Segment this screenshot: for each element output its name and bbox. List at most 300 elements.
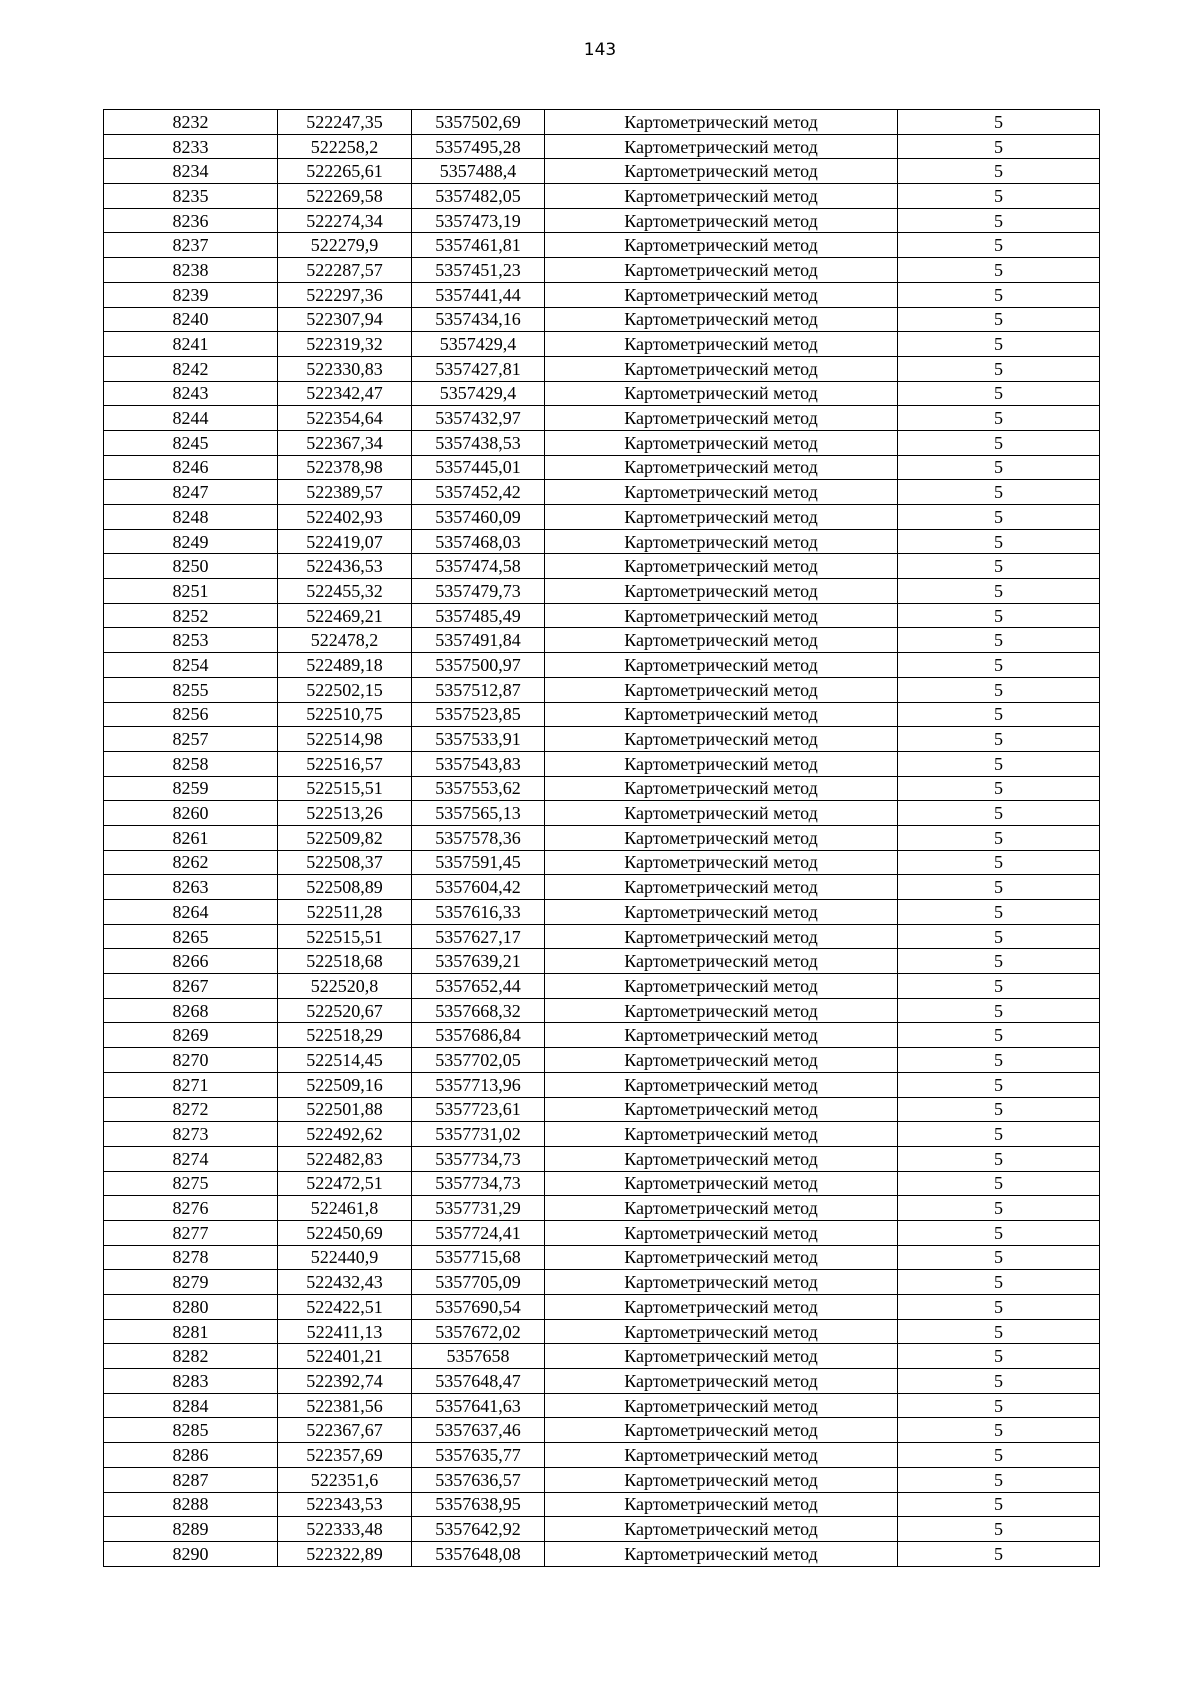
point-number-cell: 8244 bbox=[104, 406, 278, 431]
x-coordinate-cell: 522432,43 bbox=[278, 1270, 412, 1295]
method-cell: Картометрический метод bbox=[545, 1344, 898, 1369]
accuracy-cell: 5 bbox=[898, 653, 1100, 678]
y-coordinate-cell: 5357438,53 bbox=[412, 430, 545, 455]
table-row bbox=[104, 159, 1100, 184]
accuracy-cell: 5 bbox=[898, 875, 1100, 900]
method-cell: Картометрический метод bbox=[545, 628, 898, 653]
accuracy-cell: 5 bbox=[898, 702, 1100, 727]
point-number-cell: 8242 bbox=[104, 356, 278, 381]
x-coordinate-cell: 522518,29 bbox=[278, 1023, 412, 1048]
point-number-cell: 8237 bbox=[104, 233, 278, 258]
table-row bbox=[104, 801, 1100, 826]
y-coordinate-cell: 5357616,33 bbox=[412, 900, 545, 925]
table-row bbox=[104, 184, 1100, 209]
y-coordinate-cell: 5357429,4 bbox=[412, 332, 545, 357]
method-cell: Картометрический метод bbox=[545, 1196, 898, 1221]
y-coordinate-cell: 5357637,46 bbox=[412, 1418, 545, 1443]
accuracy-cell: 5 bbox=[898, 776, 1100, 801]
point-number-cell: 8282 bbox=[104, 1344, 278, 1369]
table-row bbox=[104, 1245, 1100, 1270]
table-row bbox=[104, 554, 1100, 579]
accuracy-cell: 5 bbox=[898, 1319, 1100, 1344]
x-coordinate-cell: 522510,75 bbox=[278, 702, 412, 727]
method-cell: Картометрический метод bbox=[545, 900, 898, 925]
point-number-cell: 8267 bbox=[104, 974, 278, 999]
accuracy-cell: 5 bbox=[898, 1220, 1100, 1245]
y-coordinate-cell: 5357502,69 bbox=[412, 110, 545, 135]
accuracy-cell: 5 bbox=[898, 356, 1100, 381]
accuracy-cell: 5 bbox=[898, 727, 1100, 752]
table-row bbox=[104, 1122, 1100, 1147]
point-number-cell: 8246 bbox=[104, 455, 278, 480]
method-cell: Картометрический метод bbox=[545, 1097, 898, 1122]
accuracy-cell: 5 bbox=[898, 924, 1100, 949]
accuracy-cell: 5 bbox=[898, 505, 1100, 530]
method-cell: Картометрический метод bbox=[545, 1295, 898, 1320]
x-coordinate-cell: 522461,8 bbox=[278, 1196, 412, 1221]
accuracy-cell: 5 bbox=[898, 233, 1100, 258]
point-number-cell: 8262 bbox=[104, 850, 278, 875]
x-coordinate-cell: 522258,2 bbox=[278, 134, 412, 159]
y-coordinate-cell: 5357642,92 bbox=[412, 1517, 545, 1542]
table-row bbox=[104, 356, 1100, 381]
point-number-cell: 8266 bbox=[104, 949, 278, 974]
method-cell: Картометрический метод bbox=[545, 1146, 898, 1171]
y-coordinate-cell: 5357690,54 bbox=[412, 1295, 545, 1320]
point-number-cell: 8235 bbox=[104, 184, 278, 209]
method-cell: Картометрический метод bbox=[545, 677, 898, 702]
table-row bbox=[104, 850, 1100, 875]
point-number-cell: 8264 bbox=[104, 900, 278, 925]
point-number-cell: 8268 bbox=[104, 998, 278, 1023]
point-number-cell: 8238 bbox=[104, 258, 278, 283]
y-coordinate-cell: 5357500,97 bbox=[412, 653, 545, 678]
y-coordinate-cell: 5357672,02 bbox=[412, 1319, 545, 1344]
accuracy-cell: 5 bbox=[898, 850, 1100, 875]
method-cell: Картометрический метод bbox=[545, 949, 898, 974]
method-cell: Картометрический метод bbox=[545, 1220, 898, 1245]
point-number-cell: 8259 bbox=[104, 776, 278, 801]
method-cell: Картометрический метод bbox=[545, 998, 898, 1023]
method-cell: Картометрический метод bbox=[545, 233, 898, 258]
accuracy-cell: 5 bbox=[898, 1295, 1100, 1320]
table-row bbox=[104, 1171, 1100, 1196]
accuracy-cell: 5 bbox=[898, 1541, 1100, 1566]
y-coordinate-cell: 5357724,41 bbox=[412, 1220, 545, 1245]
y-coordinate-cell: 5357460,09 bbox=[412, 505, 545, 530]
x-coordinate-cell: 522509,82 bbox=[278, 825, 412, 850]
method-cell: Картометрический метод bbox=[545, 381, 898, 406]
x-coordinate-cell: 522508,37 bbox=[278, 850, 412, 875]
x-coordinate-cell: 522520,67 bbox=[278, 998, 412, 1023]
accuracy-cell: 5 bbox=[898, 258, 1100, 283]
accuracy-cell: 5 bbox=[898, 332, 1100, 357]
point-number-cell: 8241 bbox=[104, 332, 278, 357]
accuracy-cell: 5 bbox=[898, 579, 1100, 604]
method-cell: Картометрический метод bbox=[545, 1245, 898, 1270]
accuracy-cell: 5 bbox=[898, 134, 1100, 159]
table-row bbox=[104, 406, 1100, 431]
y-coordinate-cell: 5357648,08 bbox=[412, 1541, 545, 1566]
method-cell: Картометрический метод bbox=[545, 159, 898, 184]
x-coordinate-cell: 522330,83 bbox=[278, 356, 412, 381]
method-cell: Картометрический метод bbox=[545, 430, 898, 455]
accuracy-cell: 5 bbox=[898, 1467, 1100, 1492]
accuracy-cell: 5 bbox=[898, 801, 1100, 826]
accuracy-cell: 5 bbox=[898, 307, 1100, 332]
x-coordinate-cell: 522333,48 bbox=[278, 1517, 412, 1542]
table-row bbox=[104, 307, 1100, 332]
method-cell: Картометрический метод bbox=[545, 134, 898, 159]
y-coordinate-cell: 5357553,62 bbox=[412, 776, 545, 801]
table-row bbox=[104, 1393, 1100, 1418]
method-cell: Картометрический метод bbox=[545, 974, 898, 999]
accuracy-cell: 5 bbox=[898, 1097, 1100, 1122]
method-cell: Картометрический метод bbox=[545, 1443, 898, 1468]
accuracy-cell: 5 bbox=[898, 282, 1100, 307]
y-coordinate-cell: 5357432,97 bbox=[412, 406, 545, 431]
table-row bbox=[104, 825, 1100, 850]
method-cell: Картометрический метод bbox=[545, 184, 898, 209]
y-coordinate-cell: 5357641,63 bbox=[412, 1393, 545, 1418]
method-cell: Картометрический метод bbox=[545, 702, 898, 727]
method-cell: Картометрический метод bbox=[545, 554, 898, 579]
table-row bbox=[104, 1443, 1100, 1468]
x-coordinate-cell: 522287,57 bbox=[278, 258, 412, 283]
point-number-cell: 8290 bbox=[104, 1541, 278, 1566]
x-coordinate-cell: 522319,32 bbox=[278, 332, 412, 357]
table-row bbox=[104, 1541, 1100, 1566]
x-coordinate-cell: 522469,21 bbox=[278, 603, 412, 628]
y-coordinate-cell: 5357648,47 bbox=[412, 1369, 545, 1394]
table-row bbox=[104, 875, 1100, 900]
point-number-cell: 8272 bbox=[104, 1097, 278, 1122]
y-coordinate-cell: 5357668,32 bbox=[412, 998, 545, 1023]
x-coordinate-cell: 522450,69 bbox=[278, 1220, 412, 1245]
table-row bbox=[104, 1072, 1100, 1097]
table-row bbox=[104, 974, 1100, 999]
y-coordinate-cell: 5357474,58 bbox=[412, 554, 545, 579]
point-number-cell: 8286 bbox=[104, 1443, 278, 1468]
table-row bbox=[104, 1196, 1100, 1221]
x-coordinate-cell: 522516,57 bbox=[278, 751, 412, 776]
y-coordinate-cell: 5357473,19 bbox=[412, 208, 545, 233]
method-cell: Картометрический метод bbox=[545, 1541, 898, 1566]
point-number-cell: 8277 bbox=[104, 1220, 278, 1245]
x-coordinate-cell: 522520,8 bbox=[278, 974, 412, 999]
table-row bbox=[104, 677, 1100, 702]
y-coordinate-cell: 5357479,73 bbox=[412, 579, 545, 604]
table-row bbox=[104, 1023, 1100, 1048]
y-coordinate-cell: 5357715,68 bbox=[412, 1245, 545, 1270]
point-number-cell: 8281 bbox=[104, 1319, 278, 1344]
point-number-cell: 8270 bbox=[104, 1048, 278, 1073]
y-coordinate-cell: 5357543,83 bbox=[412, 751, 545, 776]
method-cell: Картометрический метод bbox=[545, 653, 898, 678]
accuracy-cell: 5 bbox=[898, 1072, 1100, 1097]
method-cell: Картометрический метод bbox=[545, 579, 898, 604]
accuracy-cell: 5 bbox=[898, 900, 1100, 925]
x-coordinate-cell: 522514,45 bbox=[278, 1048, 412, 1073]
method-cell: Картометрический метод bbox=[545, 1171, 898, 1196]
y-coordinate-cell: 5357658 bbox=[412, 1344, 545, 1369]
point-number-cell: 8275 bbox=[104, 1171, 278, 1196]
point-number-cell: 8261 bbox=[104, 825, 278, 850]
point-number-cell: 8289 bbox=[104, 1517, 278, 1542]
point-number-cell: 8236 bbox=[104, 208, 278, 233]
x-coordinate-cell: 522472,51 bbox=[278, 1171, 412, 1196]
table-row bbox=[104, 702, 1100, 727]
x-coordinate-cell: 522354,64 bbox=[278, 406, 412, 431]
coordinates-table-body bbox=[104, 110, 1100, 1567]
method-cell: Картометрический метод bbox=[545, 727, 898, 752]
x-coordinate-cell: 522515,51 bbox=[278, 924, 412, 949]
method-cell: Картометрический метод bbox=[545, 801, 898, 826]
y-coordinate-cell: 5357686,84 bbox=[412, 1023, 545, 1048]
point-number-cell: 8250 bbox=[104, 554, 278, 579]
method-cell: Картометрический метод bbox=[545, 282, 898, 307]
y-coordinate-cell: 5357639,21 bbox=[412, 949, 545, 974]
method-cell: Картометрический метод bbox=[545, 332, 898, 357]
accuracy-cell: 5 bbox=[898, 1517, 1100, 1542]
y-coordinate-cell: 5357485,49 bbox=[412, 603, 545, 628]
point-number-cell: 8260 bbox=[104, 801, 278, 826]
y-coordinate-cell: 5357427,81 bbox=[412, 356, 545, 381]
accuracy-cell: 5 bbox=[898, 1344, 1100, 1369]
point-number-cell: 8280 bbox=[104, 1295, 278, 1320]
x-coordinate-cell: 522342,47 bbox=[278, 381, 412, 406]
y-coordinate-cell: 5357488,4 bbox=[412, 159, 545, 184]
x-coordinate-cell: 522492,62 bbox=[278, 1122, 412, 1147]
method-cell: Картометрический метод bbox=[545, 924, 898, 949]
point-number-cell: 8233 bbox=[104, 134, 278, 159]
point-number-cell: 8274 bbox=[104, 1146, 278, 1171]
method-cell: Картометрический метод bbox=[545, 1393, 898, 1418]
accuracy-cell: 5 bbox=[898, 159, 1100, 184]
accuracy-cell: 5 bbox=[898, 455, 1100, 480]
method-cell: Картометрический метод bbox=[545, 529, 898, 554]
point-number-cell: 8273 bbox=[104, 1122, 278, 1147]
point-number-cell: 8252 bbox=[104, 603, 278, 628]
table-row bbox=[104, 1369, 1100, 1394]
point-number-cell: 8251 bbox=[104, 579, 278, 604]
table-row bbox=[104, 751, 1100, 776]
y-coordinate-cell: 5357461,81 bbox=[412, 233, 545, 258]
x-coordinate-cell: 522322,89 bbox=[278, 1541, 412, 1566]
table-row bbox=[104, 529, 1100, 554]
method-cell: Картометрический метод bbox=[545, 208, 898, 233]
table-row bbox=[104, 233, 1100, 258]
point-number-cell: 8239 bbox=[104, 282, 278, 307]
method-cell: Картометрический метод bbox=[545, 825, 898, 850]
accuracy-cell: 5 bbox=[898, 184, 1100, 209]
y-coordinate-cell: 5357627,17 bbox=[412, 924, 545, 949]
y-coordinate-cell: 5357731,02 bbox=[412, 1122, 545, 1147]
method-cell: Картометрический метод bbox=[545, 1517, 898, 1542]
point-number-cell: 8257 bbox=[104, 727, 278, 752]
method-cell: Картометрический метод bbox=[545, 1467, 898, 1492]
method-cell: Картометрический метод bbox=[545, 505, 898, 530]
method-cell: Картометрический метод bbox=[545, 110, 898, 135]
x-coordinate-cell: 522274,34 bbox=[278, 208, 412, 233]
accuracy-cell: 5 bbox=[898, 603, 1100, 628]
table-row bbox=[104, 776, 1100, 801]
x-coordinate-cell: 522455,32 bbox=[278, 579, 412, 604]
accuracy-cell: 5 bbox=[898, 1443, 1100, 1468]
x-coordinate-cell: 522367,67 bbox=[278, 1418, 412, 1443]
method-cell: Картометрический метод bbox=[545, 776, 898, 801]
point-number-cell: 8279 bbox=[104, 1270, 278, 1295]
accuracy-cell: 5 bbox=[898, 208, 1100, 233]
accuracy-cell: 5 bbox=[898, 825, 1100, 850]
method-cell: Картометрический метод bbox=[545, 751, 898, 776]
point-number-cell: 8243 bbox=[104, 381, 278, 406]
point-number-cell: 8258 bbox=[104, 751, 278, 776]
x-coordinate-cell: 522518,68 bbox=[278, 949, 412, 974]
method-cell: Картометрический метод bbox=[545, 1122, 898, 1147]
x-coordinate-cell: 522392,74 bbox=[278, 1369, 412, 1394]
x-coordinate-cell: 522378,98 bbox=[278, 455, 412, 480]
accuracy-cell: 5 bbox=[898, 998, 1100, 1023]
y-coordinate-cell: 5357441,44 bbox=[412, 282, 545, 307]
x-coordinate-cell: 522501,88 bbox=[278, 1097, 412, 1122]
table-row bbox=[104, 900, 1100, 925]
x-coordinate-cell: 522515,51 bbox=[278, 776, 412, 801]
y-coordinate-cell: 5357731,29 bbox=[412, 1196, 545, 1221]
table-row bbox=[104, 455, 1100, 480]
y-coordinate-cell: 5357604,42 bbox=[412, 875, 545, 900]
y-coordinate-cell: 5357565,13 bbox=[412, 801, 545, 826]
accuracy-cell: 5 bbox=[898, 1023, 1100, 1048]
table-row bbox=[104, 579, 1100, 604]
page-number: 143 bbox=[583, 40, 617, 60]
accuracy-cell: 5 bbox=[898, 1393, 1100, 1418]
table-row bbox=[104, 282, 1100, 307]
point-number-cell: 8254 bbox=[104, 653, 278, 678]
method-cell: Картометрический метод bbox=[545, 1072, 898, 1097]
coordinates-table bbox=[103, 109, 1100, 1567]
point-number-cell: 8283 bbox=[104, 1369, 278, 1394]
accuracy-cell: 5 bbox=[898, 1196, 1100, 1221]
x-coordinate-cell: 522419,07 bbox=[278, 529, 412, 554]
accuracy-cell: 5 bbox=[898, 554, 1100, 579]
accuracy-cell: 5 bbox=[898, 1492, 1100, 1517]
method-cell: Картометрический метод bbox=[545, 1369, 898, 1394]
table-row bbox=[104, 110, 1100, 135]
accuracy-cell: 5 bbox=[898, 1270, 1100, 1295]
y-coordinate-cell: 5357482,05 bbox=[412, 184, 545, 209]
x-coordinate-cell: 522247,35 bbox=[278, 110, 412, 135]
table-row bbox=[104, 1220, 1100, 1245]
point-number-cell: 8288 bbox=[104, 1492, 278, 1517]
x-coordinate-cell: 522411,13 bbox=[278, 1319, 412, 1344]
accuracy-cell: 5 bbox=[898, 381, 1100, 406]
accuracy-cell: 5 bbox=[898, 1048, 1100, 1073]
table-row bbox=[104, 603, 1100, 628]
y-coordinate-cell: 5357523,85 bbox=[412, 702, 545, 727]
x-coordinate-cell: 522402,93 bbox=[278, 505, 412, 530]
accuracy-cell: 5 bbox=[898, 751, 1100, 776]
point-number-cell: 8271 bbox=[104, 1072, 278, 1097]
table-row bbox=[104, 949, 1100, 974]
table-row bbox=[104, 1467, 1100, 1492]
accuracy-cell: 5 bbox=[898, 1146, 1100, 1171]
table-row bbox=[104, 430, 1100, 455]
point-number-cell: 8269 bbox=[104, 1023, 278, 1048]
accuracy-cell: 5 bbox=[898, 430, 1100, 455]
point-number-cell: 8248 bbox=[104, 505, 278, 530]
y-coordinate-cell: 5357445,01 bbox=[412, 455, 545, 480]
method-cell: Картометрический метод bbox=[545, 1418, 898, 1443]
x-coordinate-cell: 522422,51 bbox=[278, 1295, 412, 1320]
point-number-cell: 8232 bbox=[104, 110, 278, 135]
method-cell: Картометрический метод bbox=[545, 480, 898, 505]
table-row bbox=[104, 480, 1100, 505]
y-coordinate-cell: 5357705,09 bbox=[412, 1270, 545, 1295]
y-coordinate-cell: 5357434,16 bbox=[412, 307, 545, 332]
y-coordinate-cell: 5357468,03 bbox=[412, 529, 545, 554]
point-number-cell: 8253 bbox=[104, 628, 278, 653]
y-coordinate-cell: 5357429,4 bbox=[412, 381, 545, 406]
y-coordinate-cell: 5357636,57 bbox=[412, 1467, 545, 1492]
y-coordinate-cell: 5357635,77 bbox=[412, 1443, 545, 1468]
method-cell: Картометрический метод bbox=[545, 1492, 898, 1517]
table-row bbox=[104, 332, 1100, 357]
x-coordinate-cell: 522269,58 bbox=[278, 184, 412, 209]
x-coordinate-cell: 522265,61 bbox=[278, 159, 412, 184]
method-cell: Картометрический метод bbox=[545, 850, 898, 875]
table-row bbox=[104, 1344, 1100, 1369]
table-row bbox=[104, 505, 1100, 530]
x-coordinate-cell: 522381,56 bbox=[278, 1393, 412, 1418]
table-row bbox=[104, 1319, 1100, 1344]
table-row bbox=[104, 1517, 1100, 1542]
method-cell: Картометрический метод bbox=[545, 1319, 898, 1344]
accuracy-cell: 5 bbox=[898, 529, 1100, 554]
y-coordinate-cell: 5357652,44 bbox=[412, 974, 545, 999]
method-cell: Картометрический метод bbox=[545, 455, 898, 480]
y-coordinate-cell: 5357451,23 bbox=[412, 258, 545, 283]
point-number-cell: 8240 bbox=[104, 307, 278, 332]
accuracy-cell: 5 bbox=[898, 406, 1100, 431]
x-coordinate-cell: 522343,53 bbox=[278, 1492, 412, 1517]
x-coordinate-cell: 522389,57 bbox=[278, 480, 412, 505]
point-number-cell: 8255 bbox=[104, 677, 278, 702]
point-number-cell: 8256 bbox=[104, 702, 278, 727]
accuracy-cell: 5 bbox=[898, 1245, 1100, 1270]
accuracy-cell: 5 bbox=[898, 480, 1100, 505]
x-coordinate-cell: 522502,15 bbox=[278, 677, 412, 702]
x-coordinate-cell: 522482,83 bbox=[278, 1146, 412, 1171]
table-row bbox=[104, 998, 1100, 1023]
accuracy-cell: 5 bbox=[898, 1122, 1100, 1147]
x-coordinate-cell: 522367,34 bbox=[278, 430, 412, 455]
x-coordinate-cell: 522440,9 bbox=[278, 1245, 412, 1270]
table-row bbox=[104, 1270, 1100, 1295]
table-row bbox=[104, 1295, 1100, 1320]
y-coordinate-cell: 5357638,95 bbox=[412, 1492, 545, 1517]
y-coordinate-cell: 5357452,42 bbox=[412, 480, 545, 505]
y-coordinate-cell: 5357723,61 bbox=[412, 1097, 545, 1122]
point-number-cell: 8287 bbox=[104, 1467, 278, 1492]
y-coordinate-cell: 5357578,36 bbox=[412, 825, 545, 850]
y-coordinate-cell: 5357734,73 bbox=[412, 1171, 545, 1196]
y-coordinate-cell: 5357495,28 bbox=[412, 134, 545, 159]
table-row bbox=[104, 1418, 1100, 1443]
y-coordinate-cell: 5357512,87 bbox=[412, 677, 545, 702]
point-number-cell: 8285 bbox=[104, 1418, 278, 1443]
x-coordinate-cell: 522297,36 bbox=[278, 282, 412, 307]
